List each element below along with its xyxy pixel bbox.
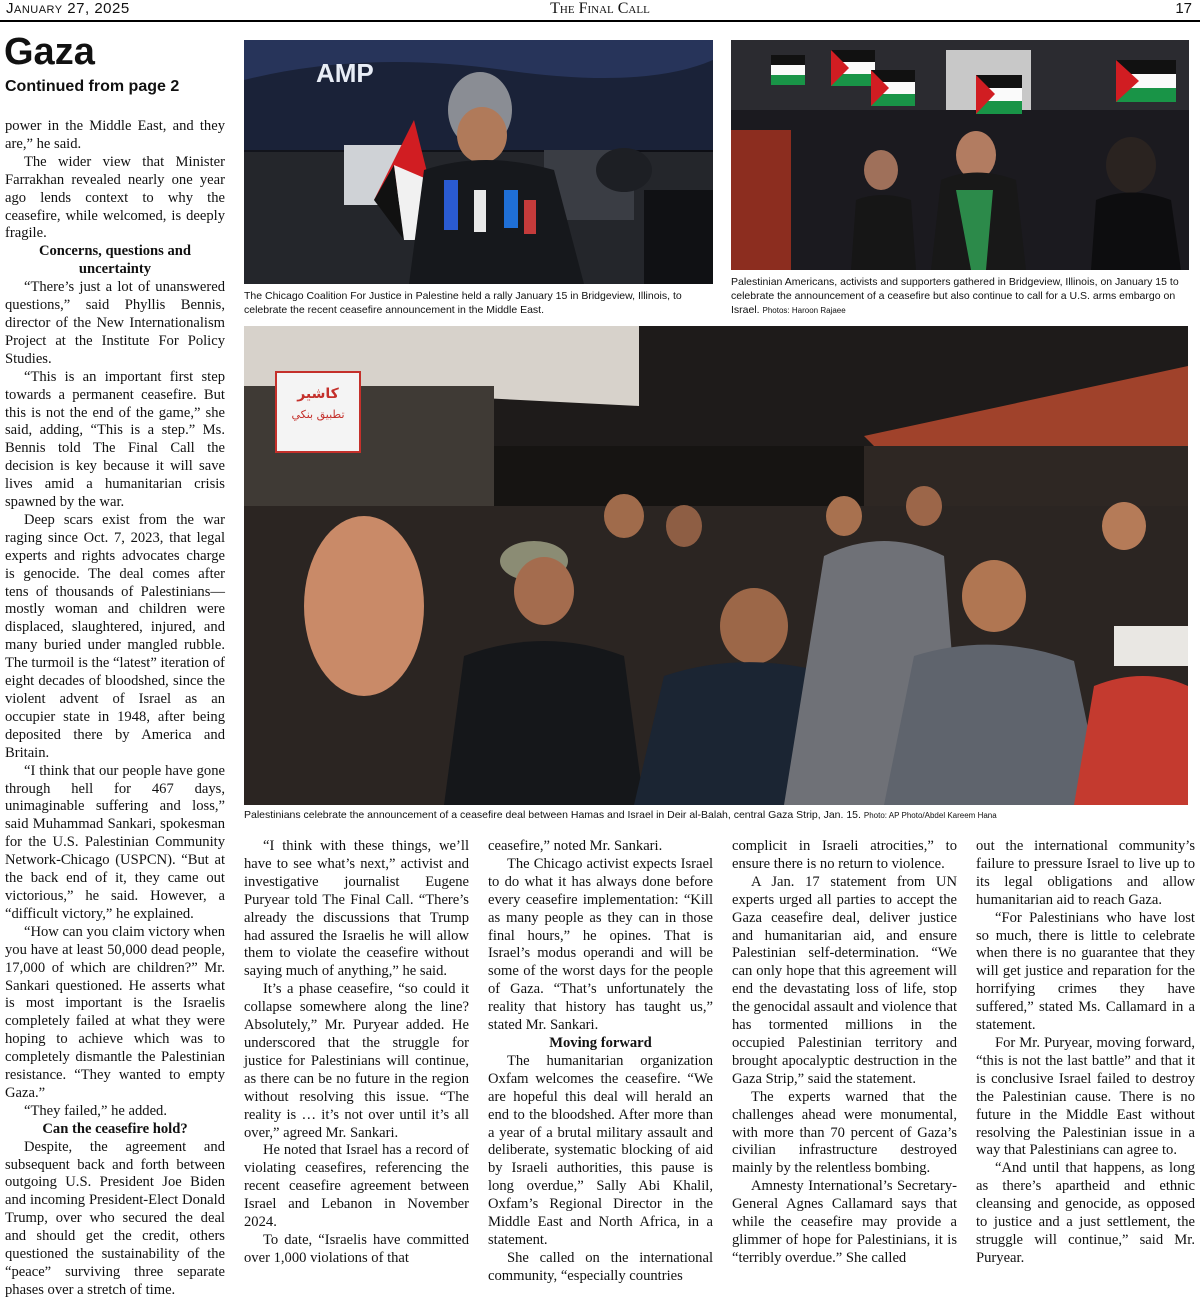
text-column-2 — [244, 838, 469, 1268]
text-column-4 — [732, 838, 957, 1268]
paragraph: He noted that Israel has a record of violating ceasefires, referencing the recent ceasefire agreement between Israel and Lebanon in November 2024. — [244, 1142, 469, 1231]
paragraph: The Chicago activist expects Israel to do what it has always done before every ceasefire implementation: “Kill as many people as they can in those final hours,” he opines. That is Israel’s modus operandi and will be some of the worst days for the people of Gaza. “That’s unfortunately the reality that history has taught us,” stated Mr. Sankari. — [488, 855, 713, 1034]
photo-rally-speaker — [244, 40, 713, 284]
paragraph: To date, “Israelis have committed over 1,000 violations of that — [244, 1231, 469, 1266]
photo-supporters-caption — [731, 275, 1191, 318]
paragraph: “For Palestinians who have lost so much, there is little to celebrate when there is no guarantee that they will get justice and reparation for the horrifying crimes they have suffered,” stated Ms. Callamard in a statement. — [976, 909, 1195, 1034]
paragraph: Despite, the agreement and subsequent back and forth between outgoing U.S. President Joe Biden and incoming President-Elect Donald Trump, over who secured the deal and should get the credit, others questioned the sustainability of the “peace” surviving three separate phases over a stretch of time. — [5, 1138, 225, 1298]
photo-gaza-image — [244, 326, 1188, 805]
paragraph: Deep scars exist from the war raging since Oct. 7, 2023, that legal experts and rights advocates charge is genocide. The deal comes after tens of thousands of Palestinians—mostly woman and children were displaced, slaughtered, injured, and many buried under mangled rubble. The turmoil is the “latest” iteration of eight decades of bloodshed, since the violent advent of Israel as an occupier state in 1948, after being deposited there by America and Britain. — [5, 511, 225, 761]
paragraph: “They failed,” he added. — [23, 1102, 167, 1119]
issue-date: January 27, 2025 — [6, 0, 130, 17]
photo-rally-caption: The Chicago Coalition For Justice in Palestine held a rally January 15 in Bridgeview, Illinois, to celebrate the recent ceasefire announcement in the Middle East. — [244, 290, 682, 316]
paragraph: For Mr. Puryear, moving forward, “this is not the last battle” and that it is conclusive Israel failed to destroy the Palestinian cause. There is no future in the Middle East without resolving the Palestinian issue in a way that Palestinians can agree to. — [976, 1034, 1195, 1159]
paragraph: “I think that our people have gone through hell for 467 days, unimaginable suffering and loss,” said Muhammad Sankari, spokesman for the U.S. Palestinian Community Network-Chicago (USPCN). “But at the back end of it, they came out victorious,” he said. However, a “difficult victory,” he explained. — [5, 762, 225, 922]
paragraph: “How can you claim victory when you have at least 50,000 dead people, 17,000 of which are children?” Mr. Sankari questioned. He asserts what is most important is the Israelis completely failed at what they were hoping to achieve which was to completely dismantle the Palestinian resistance. “They wanted to empty Gaza.” — [5, 923, 225, 1101]
photo-supporters-flags — [731, 40, 1189, 270]
photo-gaza-caption — [244, 808, 1188, 823]
photo-credit: Photos: Haroon Rajaee — [762, 306, 846, 315]
photo-credit: Photo: AP Photo/Abdel Kareem Hana — [863, 811, 997, 820]
paragraph: Amnesty International’s Secretary-General Agnes Callamard says that while the ceasefire may provide a glimmer of hope for Palestinians, it is “terribly overdue.” She called — [732, 1178, 957, 1266]
page-header — [0, 0, 1200, 20]
photo-supporters-image — [731, 40, 1189, 270]
paragraph: It’s a phase ceasefire, “so could it collapse somewhere along the line? Absolutely,” Mr. Puryear added. He underscored that the struggle for justice for Palestinians will continue, as there can be no future in the region without resolving this issue. “The reality is … it’s not over until it’s all over,” agreed Mr. Sankari. — [244, 981, 469, 1141]
paragraph: out the international community’s failure to pressure Israel to live up to its legal obligations and allow humanitarian aid to reach Gaza. — [976, 838, 1195, 908]
photo-rally-speaker-image — [244, 40, 713, 284]
header-rule — [0, 20, 1200, 22]
photo-gaza-celebration — [244, 326, 1188, 805]
paragraph: “There’s just a lot of unanswered questions,” said Phyllis Bennis, director of the New Internationalism Project at the Institute For Policy Studies. — [5, 279, 225, 367]
continued-line: Continued from page 2 — [5, 78, 180, 95]
paragraph: A Jan. 17 statement from UN experts urged all parties to accept the Gaza ceasefire deal, deliver justice and humanitarian aid, and ensure Palestinian self-determination. “We can only hope that this agreement will end the devastating loss of life, stop the genocidal assault and violence that has tormented millions in the occupied Palestinian territory and brought apocalyptic destruction in the Gaza Strip,” said the statement. — [732, 873, 957, 1087]
page-number: 17 — [1175, 0, 1192, 17]
paragraph: power in the Middle East, and they are,” he said. — [5, 118, 225, 152]
text-column-3 — [488, 838, 713, 1286]
paragraph: She called on the international community, “especially countries — [488, 1249, 713, 1284]
article-kicker: Gaza — [4, 31, 95, 73]
paragraph: complicit in Israeli atrocities,” to ensure there is no return to violence. — [732, 838, 957, 872]
cashier-sign-text: كاشير — [297, 386, 339, 402]
paragraph: “This is an important first step towards a permanent ceasefire. But this is not the end of the game,” she said, adding, “This is a step.” Ms. Bennis told The Final Call the decision is key because it will save lives amid a humanitarian crisis spawned by the war. — [5, 368, 225, 511]
subhead: Can the ceasefire hold? — [42, 1120, 188, 1137]
subhead: Concerns, questions and uncertainty — [38, 243, 192, 278]
subhead: Moving forward — [549, 1034, 652, 1051]
publication-name: The Final Call — [550, 0, 650, 17]
paragraph: The wider view that Minister Farrakhan revealed nearly one year ago lends context to why the ceasefire, while welcomed, is deeply fragile. — [5, 153, 225, 242]
text-column-5 — [976, 838, 1195, 1268]
amp-sign-text: AMP — [316, 58, 374, 88]
paragraph: The experts warned that the challenges ahead were monumental, with more than 70 percent of Gaza’s civilian infrastructure destroyed mainly by the relentless bombing. — [732, 1088, 957, 1177]
photo-gaza-caption-text: Palestinians celebrate the announcement of a ceasefire deal between Hamas and Israel in Deir al-Balah, central Gaza Strip, Jan. 15. — [244, 809, 861, 821]
photo-supporters-caption-text: Palestinian Americans, activists and supporters gathered in Bridgeview, Illinois, on January 15 to celebrate the announcement of a ceasefire but also continue to call for a U.S. arms embargo on Israel. — [731, 276, 1179, 316]
paragraph: “I think with these things, we’ll have to see what’s next,” activist and investigative journalist Eugene Puryear told The Final Call. “There’s already the discussions that Trump had assured the Israelis he will allow them to violate the ceasefire without saying much of anything,” he said. — [244, 838, 469, 980]
text-column-1 — [5, 118, 225, 1298]
paragraph: “And until that happens, as long as there’s apartheid and ethnic cleansing and genocide, as opposed to justice and a just settlement, the struggle will continue,” said Mr. Puryear. — [976, 1160, 1195, 1266]
paragraph: ceasefire,” noted Mr. Sankari. — [488, 838, 663, 854]
paragraph: The humanitarian organization Oxfam welcomes the ceasefire. “We are hopeful this deal will herald an end to the bloodshed. After more than a year of a brutal military assault and deliberate, systematic blocking of aid by Israeli authorities, this pause is long overdue,” Sally Abi Khalil, Oxfam’s Regional Director in the Middle East and North Africa, in a statement. — [488, 1052, 713, 1248]
cashier-sign-subtext: تطبيق بنكي — [291, 408, 345, 421]
